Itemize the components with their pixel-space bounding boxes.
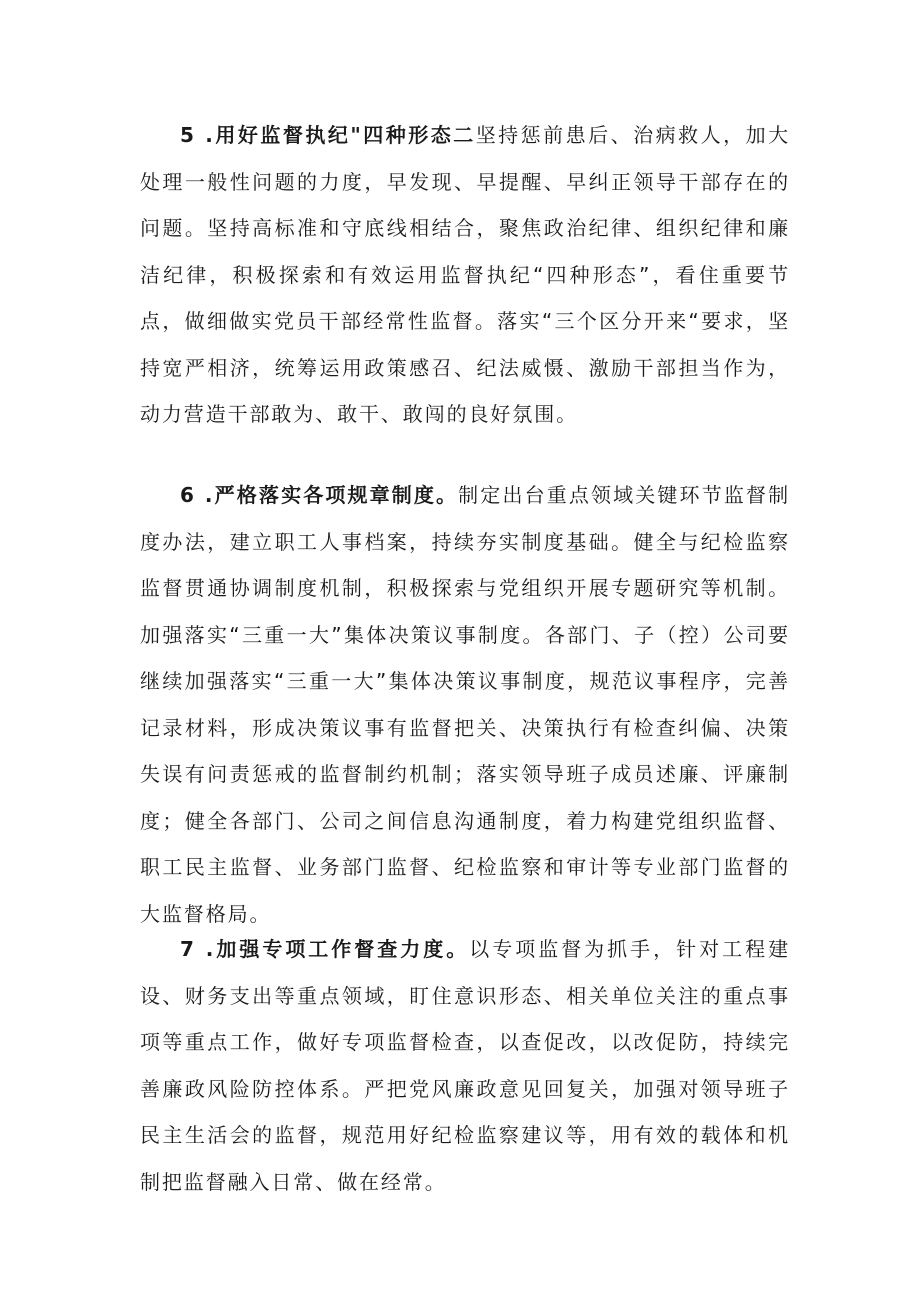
paragraph-heading: 5 .用好监督执纪"四种形态二 — [180, 123, 476, 147]
paragraph-6 — [140, 472, 790, 937]
paragraph-body: 以专项监督为抓手，针对工程建设、财务支出等重点领域，盯住意识形态、相关单位关注的重点事项等重点工作，做好专项监督检查，以查促改，以改促防，持续完善廉政风险防控体系。严把党风廉政意见回复关，加强对领导班子民主生活会的监督，规范用好纪检监察建议等，用有效的载体和机制把监督融入日常、做在经常。 — [140, 937, 790, 1194]
paragraph-heading: 6 .严格落实各项规章制度。 — [180, 483, 459, 507]
paragraph-heading: 7 .加强专项工作督查力度。 — [180, 937, 470, 961]
paragraph-body: 制定出台重点领域关键环节监督制度办法，建立职工人事档案，持续夯实制度基础。健全与纪检监察监督贯通协调制度机制，积极探索与党组织开展专题研究等机制。加强落实“三重一大”集体决策议事制度。各部门、子（控）公司要继续加强落实“三重一大”集体决策议事制度，规范议事程序，完善记录材料，形成决策议事有监督把关、决策执行有检查纠偏、决策失误有问责惩戒的监督制约机制；落实领导班子成员述廉、评廉制度；健全各部门、公司之间信息沟通制度，着力构建党组织监督、职工民主监督、业务部门监督、纪检监察和审计等专业部门监督的大监督格局。 — [140, 483, 791, 926]
paragraph-5 — [140, 112, 790, 438]
paragraph-body: 坚持惩前患后、治病救人，加大处理一般性问题的力度，早发现、早提醒、早纠正领导干部存在的问题。坚持高标准和守底线相结合，聚焦政治纪律、组织纪律和廉洁纪律，积极探索和有效运用监督执纪“四种形态”，看住重要节点，做细做实党员干部经常性监督。落实“三个区分开来“要求，坚持宽严相济，统筹运用政策感召、纪法威慑、激励干部担当作为，动力营造干部敢为、敢干、敢闯的良好氛围。 — [140, 123, 790, 426]
paragraph-7 — [140, 926, 790, 1205]
